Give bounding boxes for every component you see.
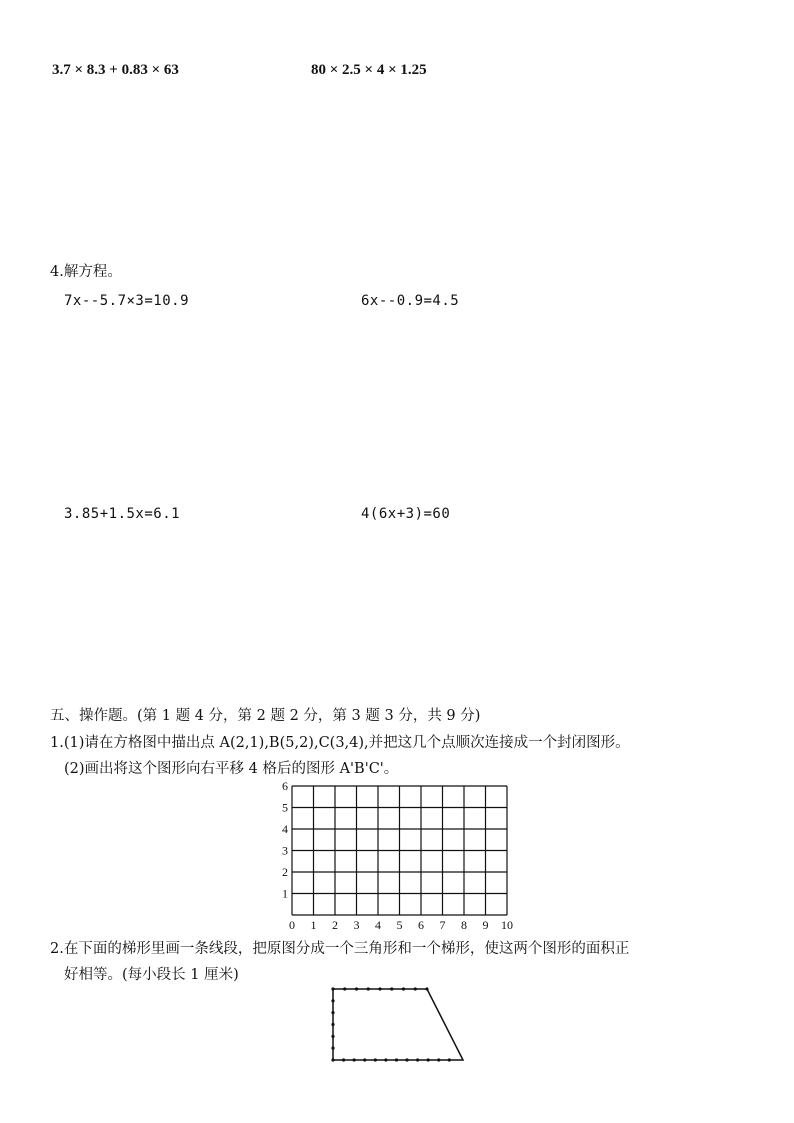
equation-1: 7x--5.7×3=10.9 xyxy=(64,293,190,309)
q2-line2: 好相等。(每小段长 1 厘米) xyxy=(64,967,239,983)
unit-dot xyxy=(395,1058,398,1061)
x-tick-label: 9 xyxy=(482,918,489,932)
x-tick-label: 6 xyxy=(418,918,424,932)
unit-dot xyxy=(331,1047,334,1050)
section5-title: 五、操作题。(第 1 题 4 分，第 2 题 2 分，第 3 题 3 分，共 9 分) xyxy=(50,708,481,724)
unit-dot xyxy=(384,1058,387,1061)
y-tick-label: 3 xyxy=(282,843,288,858)
expression-1: 3.7 × 8.3 + 0.83 × 63 xyxy=(52,62,179,78)
unit-dot xyxy=(342,1058,345,1061)
unit-dot xyxy=(331,1023,334,1026)
unit-dot xyxy=(378,987,381,990)
unit-dot xyxy=(405,1058,408,1061)
x-tick-label: 10 xyxy=(501,918,513,932)
x-tick-label: 7 xyxy=(439,918,446,932)
unit-dot xyxy=(331,987,334,990)
coordinate-grid xyxy=(270,778,520,934)
unit-dot xyxy=(416,1058,419,1061)
unit-dot xyxy=(331,1011,334,1014)
unit-dot xyxy=(353,1058,356,1061)
unit-dot xyxy=(437,1058,440,1061)
unit-dot xyxy=(414,987,417,990)
q1-part2: (2)画出将这个图形向右平移 4 格后的图形 A'B'C'。 xyxy=(64,761,399,777)
unit-dot xyxy=(367,987,370,990)
unit-dot xyxy=(374,1058,377,1061)
grid-lines xyxy=(292,786,507,915)
x-tick-label: 0 xyxy=(289,918,295,932)
y-axis-labels xyxy=(282,779,288,901)
x-axis-labels xyxy=(289,918,513,932)
q1-part1: 1.(1)请在方格图中描出点 A(2,1),B(5,2),C(3,4),并把这几个点顺次连接成一个封闭图形。 xyxy=(50,735,630,751)
unit-dots xyxy=(331,987,451,1061)
y-tick-label: 1 xyxy=(282,886,288,901)
y-tick-label: 2 xyxy=(282,865,288,879)
unit-dot xyxy=(331,1058,334,1061)
equations-heading: 4.解方程。 xyxy=(50,264,122,280)
unit-dot xyxy=(355,987,358,990)
unit-dot xyxy=(331,999,334,1002)
y-tick-label: 6 xyxy=(282,779,288,793)
x-tick-label: 5 xyxy=(396,918,403,932)
trapezoid-figure xyxy=(325,982,470,1068)
q2-line1: 2.在下面的梯形里画一条线段，把原图分成一个三角形和一个梯形，使这两个图形的面积正 xyxy=(50,941,630,957)
unit-dot xyxy=(363,1058,366,1061)
expression-2: 80 × 2.5 × 4 × 1.25 xyxy=(311,62,427,78)
unit-dot xyxy=(390,987,393,990)
x-tick-label: 1 xyxy=(310,918,317,932)
trapezoid-outline xyxy=(333,989,463,1060)
x-tick-label: 2 xyxy=(332,918,338,932)
equation-4: 4(6x+3)=60 xyxy=(361,506,451,522)
x-tick-label: 8 xyxy=(461,918,467,932)
unit-dot xyxy=(425,987,428,990)
unit-dot xyxy=(427,1058,430,1061)
y-tick-label: 4 xyxy=(282,822,288,836)
equation-2: 6x--0.9=4.5 xyxy=(361,293,460,309)
unit-dot xyxy=(331,1035,334,1038)
unit-dot xyxy=(343,987,346,990)
x-tick-label: 4 xyxy=(375,918,381,932)
y-tick-label: 5 xyxy=(282,800,288,815)
equation-3: 3.85+1.5x=6.1 xyxy=(64,506,181,522)
unit-dot xyxy=(402,987,405,990)
x-tick-label: 3 xyxy=(353,918,360,932)
unit-dot xyxy=(448,1058,451,1061)
